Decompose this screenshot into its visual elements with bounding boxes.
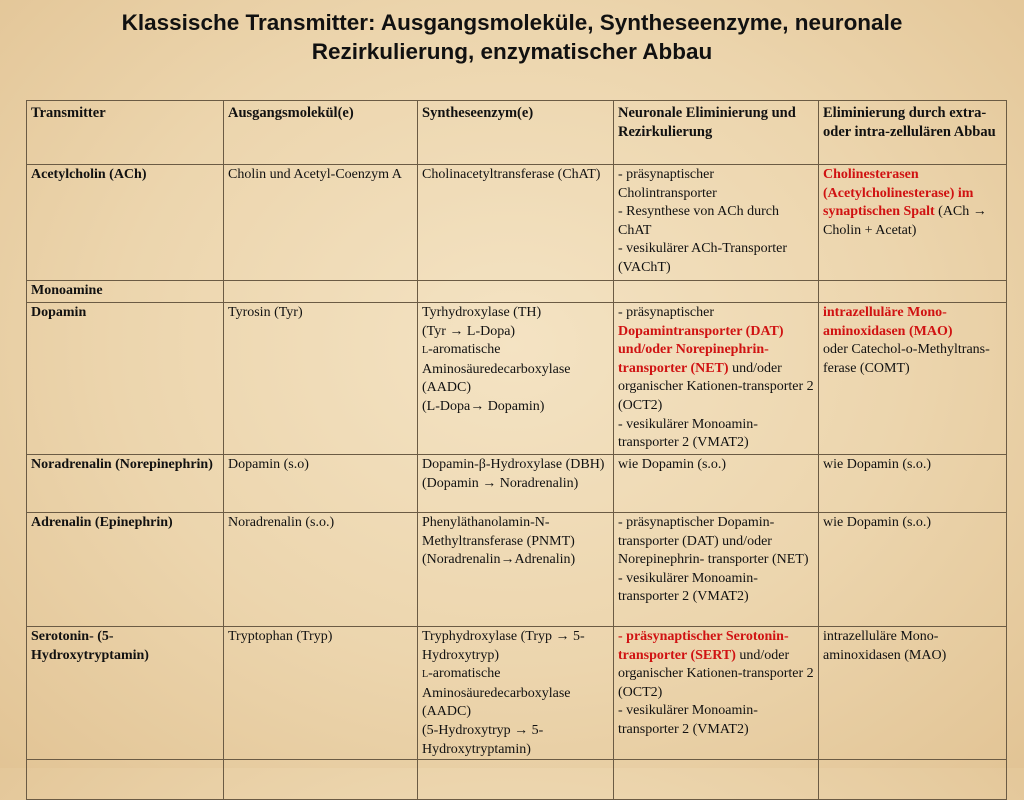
serotonin-enzyme-1: Tryphydroxylase (Tryp → 5-Hydroxytryp) [422, 629, 585, 663]
dopamin-enzyme-2-prefix: L [422, 345, 429, 357]
cell-serotonin-name: Serotonin- (5-Hydroxytryptamin) [27, 627, 224, 760]
cell-serotonin-degradation: intrazelluläre Mono-aminoxidasen (MAO) [819, 627, 1007, 760]
adrenalin-recycling-line-1: - präsynaptischer Dopamin-transporter (DAT) und/oder Norepinephrin- transporter (NET) [618, 515, 809, 568]
table-row-noradrenalin [27, 455, 1007, 513]
ach-recycling-line-1: - präsynaptischer Cholintransporter [618, 167, 717, 201]
cell-noradrenalin-degradation: wie Dopamin (s.o.) [819, 455, 1007, 513]
dopamin-recycling-highlight: Dopamintransporter (DAT) und/oder Norepinephrin-transporter (NET) [618, 323, 784, 376]
serotonin-recycling-vmat: - vesikulärer Monoamin-transporter 2 (VMAT2) [618, 703, 758, 737]
header-source-molecule: Ausgangsmolekül(e) [224, 101, 418, 165]
dopamin-enzyme-1-reaction: (Tyr → L-Dopa) [422, 323, 516, 339]
serotonin-enzyme-2-name: -aromatische Aminosäuredecarboxylase (AADC) [422, 666, 571, 720]
table-row-serotonin [27, 627, 1007, 760]
cell-ach-degradation [819, 165, 1007, 281]
dopamin-enzyme-1: Tyrhydroxylase (TH) [422, 305, 542, 320]
dopamin-recycling-rest: und/oder organischer Kationen-transporter 2 (OCT2) [618, 360, 814, 413]
cell-noradrenalin-name: Noradrenalin (Norepinephrin) [27, 455, 224, 513]
cell-dopamin-degradation [819, 303, 1007, 455]
dopamin-recycling-vmat: - vesikulärer Monoamin-transporter 2 (VMAT2) [618, 416, 758, 451]
cell-noradrenalin-source: Dopamin (s.o) [224, 455, 418, 513]
cell-empty [819, 281, 1007, 303]
cell-noradrenalin-enzyme: Dopamin-β-Hydroxylase (DBH) (Dopamin → Noradrenalin) [418, 455, 614, 513]
cell-ach-name: Acetylcholin (ACh) [27, 165, 224, 281]
slide-title-line-2: Rezirkulierung, enzymatischer Abbau [311, 39, 713, 64]
adrenalin-recycling-line-2: - vesikulärer Monoamin-transporter 2 (VMAT2) [618, 570, 758, 605]
cell-empty [224, 760, 418, 800]
cell-empty [418, 281, 614, 303]
header-synthesis-enzyme: Syntheseenzym(e) [418, 101, 614, 165]
cell-adrenalin-enzyme: Phenyläthanolamin-N-Methyltransferase (PNMT) (Noradrenalin→Adrenalin) [418, 513, 614, 627]
table-row-monoamine [27, 281, 1007, 303]
cell-empty [224, 281, 418, 303]
ach-recycling-line-2: - Resynthese von ACh durch ChAT [618, 204, 779, 238]
header-neuronal-recycling: Neuronale Eliminierung und Rezirkulierung [614, 101, 819, 165]
dopamin-degradation-rest: oder Catechol-o-Methyltrans-ferase (COMT) [823, 342, 990, 376]
table-row-adrenalin [27, 513, 1007, 627]
cell-adrenalin-source: Noradrenalin (s.o.) [224, 513, 418, 627]
cell-empty [418, 760, 614, 800]
table-row-acetylcholin [27, 165, 1007, 281]
slide-title-line-1: Klassische Transmitter: Ausgangsmoleküle, Syntheseenzyme, neuronale [121, 10, 903, 35]
header-degradation: Eliminierung durch extra- oder intra-zellulären Abbau [819, 101, 1007, 165]
table-row-dopamin [27, 303, 1007, 455]
cell-ach-enzyme: Cholinacetyltransferase (ChAT) [418, 165, 614, 281]
cell-serotonin-enzyme [418, 627, 614, 760]
cell-empty [614, 281, 819, 303]
cell-dopamin-enzyme [418, 303, 614, 455]
cell-serotonin-source: Tryptophan (Tryp) [224, 627, 418, 760]
cell-empty [614, 760, 819, 800]
ach-recycling-line-3: - vesikulärer ACh-Transporter (VAChT) [618, 241, 788, 275]
serotonin-enzyme-2-reaction: (5-Hydroxytryp → 5-Hydroxytryptamin) [422, 722, 544, 757]
cell-dopamin-recycling [614, 303, 819, 455]
cell-dopamin-source: Tyrosin (Tyr) [224, 303, 418, 455]
serotonin-recycling-highlight: - präsynaptischer Serotonin-transporter (SERT) [618, 629, 789, 663]
cell-adrenalin-name: Adrenalin (Epinephrin) [27, 513, 224, 627]
header-row [27, 101, 1007, 165]
cell-serotonin-recycling [614, 627, 819, 760]
dopamin-recycling-prefix: - präsynaptischer [618, 305, 715, 320]
table-row-cutoff [27, 760, 1007, 800]
serotonin-enzyme-2-prefix: L [422, 669, 429, 681]
dopamin-enzyme-2-name: -aromatische Aminosäuredecarboxylase (AADC) [422, 342, 571, 396]
serotonin-enzyme-2 [422, 665, 609, 722]
ach-degradation-highlight: Cholinesterasen (Acetylcholinesterase) im synaptischen Spalt [823, 167, 974, 220]
transmitter-table [26, 100, 1007, 800]
cell-empty [819, 760, 1007, 800]
cell-empty [27, 760, 224, 800]
slide-title [40, 8, 984, 66]
serotonin-recycling-rest: und/oder organischer Kationen-transporter 2 (OCT2) [618, 647, 814, 700]
dopamin-enzyme-2 [422, 341, 609, 398]
cell-ach-recycling [614, 165, 819, 281]
dopamin-degradation-highlight: intrazelluläre Mono-aminoxidasen (MAO) [823, 305, 953, 339]
cell-dopamin-name: Dopamin [27, 303, 224, 455]
cell-adrenalin-degradation: wie Dopamin (s.o.) [819, 513, 1007, 627]
dopamin-enzyme-2-reaction: (L-Dopa→ Dopamin) [422, 398, 545, 414]
ach-degradation-rest: (ACh → Cholin + Acetat) [823, 204, 987, 238]
cell-ach-source: Cholin und Acetyl-Coenzym A [224, 165, 418, 281]
cell-adrenalin-recycling [614, 513, 819, 627]
cell-noradrenalin-recycling: wie Dopamin (s.o.) [614, 455, 819, 513]
cell-monoamine-label: Monoamine [27, 281, 224, 303]
header-transmitter: Transmitter [27, 101, 224, 165]
